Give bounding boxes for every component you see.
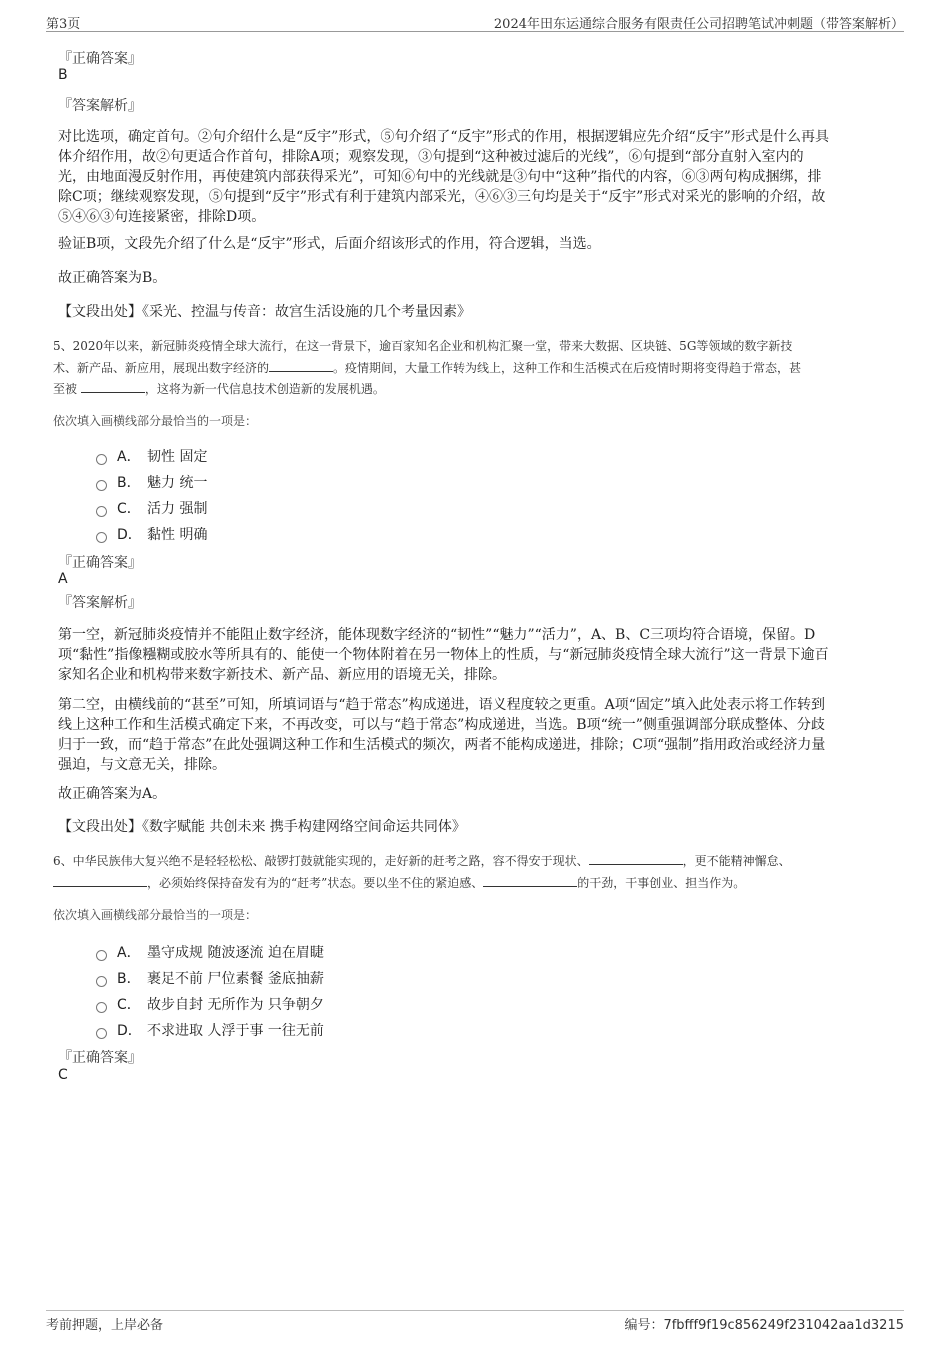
analysis-conclusion: 故正确答案为A。 — [58, 786, 167, 802]
document-code — [624, 1314, 904, 1333]
option-b[interactable]: B． 魅力 统一 — [96, 472, 207, 492]
analysis-conclusion: 故正确答案为B。 — [58, 270, 167, 286]
question-instruction: 依次填入画横线部分最恰当的一项是： — [53, 414, 258, 428]
fill-blank — [589, 852, 683, 865]
fill-blank — [269, 359, 333, 372]
analysis-label: 『答案解析』 — [58, 595, 142, 611]
radio-icon[interactable] — [96, 976, 107, 987]
analysis-line: 除C项；继续观察发现，⑤句提到“反宇”形式有利于建筑内部采光，④⑥③三句均是关于“反宇”形式对采光的影响的介绍，故 — [58, 189, 826, 205]
stem-line: ，必须始终保持奋发有为的“赶考”状态。要以坐不住的紧迫感、 的干劲，干事创业、担当作为。 — [53, 873, 893, 895]
analysis-paragraph — [58, 625, 890, 685]
analysis-line: 第一空，新冠肺炎疫情并不能阻止数字经济，能体现数字经济的“韧性”“魅力”“活力”，A、B、C三项均符合语境，保留。D — [58, 627, 816, 643]
radio-icon[interactable] — [96, 506, 107, 517]
document-code-value: 7fbfff9f19c856249f231042aa1d3215 — [663, 1318, 904, 1333]
option-c[interactable]: C． 活力 强制 — [96, 498, 207, 518]
correct-answer-label: 『正确答案』 — [58, 51, 142, 67]
correct-answer-label: 『正确答案』 — [58, 555, 142, 571]
analysis-line: 线上这种工作和生活模式确定下来，不再改变，可以与“趋于常态”构成递进，当选。B项“统一”侧重强调部分联成整体、分歧 — [58, 717, 825, 733]
analysis-line: 体介绍作用，故②句更适合作首句，排除A项；观察发现，③句提到“这种被过滤后的光线”，⑥句提到“部分直射入室内的 — [58, 149, 804, 165]
stem-line: 至被 ，这将为新一代信息技术创造新的发展机遇。 — [53, 382, 385, 396]
header-divider — [46, 31, 904, 32]
correct-answer-label: 『正确答案』 — [58, 1050, 142, 1066]
radio-icon[interactable] — [96, 950, 107, 961]
footer-slogan: 考前押题，上岸必备 — [46, 1318, 164, 1333]
option-d[interactable]: D． 黏性 明确 — [96, 524, 207, 544]
option-b[interactable]: B． 裹足不前 尸位素餐 釜底抽薪 — [96, 968, 324, 988]
fill-blank — [483, 874, 577, 887]
document-title: 2024年田东运通综合服务有限责任公司招聘笔试冲刺题（带答案解析） — [493, 17, 904, 32]
analysis-paragraph — [58, 695, 890, 775]
analysis-line: ⑤④⑥③句连接紧密，排除D项。 — [58, 209, 266, 225]
stem-line: 6、中华民族伟大复兴绝不是轻轻松松、敲锣打鼓就能实现的，走好新的赶考之路，容不得安于现状、 ，更不能精神懈怠、 — [53, 854, 791, 868]
analysis-line: 家知名企业和机构带来数字新技术、新产品、新应用的语境无关，排除。 — [58, 667, 506, 683]
document-code-label: 编号： — [624, 1318, 664, 1333]
correct-answer-value: A — [58, 571, 68, 587]
analysis-line: 强迫，与文意无关，排除。 — [58, 757, 226, 773]
analysis-paragraph — [58, 127, 890, 227]
option-a[interactable]: A． 墨守成规 随波逐流 迫在眉睫 — [96, 942, 324, 962]
option-c[interactable]: C． 故步自封 无所作为 只争朝夕 — [96, 994, 324, 1014]
radio-icon[interactable] — [96, 1002, 107, 1013]
option-a[interactable]: A． 韧性 固定 — [96, 446, 207, 466]
question-stem — [53, 851, 893, 894]
passage-source: 【文段出处】《采光、控温与传音：故宫生活设施的几个考量因素》 — [58, 304, 471, 320]
analysis-line: 归于一致，而“趋于常态”在此处强调这种工作和生活模式的频次，两者不能构成递进，排除；C项“强制”指用政治或经济力量 — [58, 737, 826, 753]
option-d[interactable]: D． 不求进取 人浮于事 一往无前 — [96, 1020, 324, 1040]
stem-line: 5、2020年以来，新冠肺炎疫情全球大流行，在这一背景下，逾百家知名企业和机构汇聚一堂，带来大数据、区块链、5G等领域的数字新技 — [53, 339, 793, 353]
passage-source: 【文段出处】《数字赋能 共创未来 携手构建网络空间命运共同体》 — [58, 819, 466, 835]
fill-blank — [81, 380, 145, 393]
question-instruction: 依次填入画横线部分最恰当的一项是： — [53, 908, 258, 922]
radio-icon[interactable] — [96, 480, 107, 491]
analysis-paragraph: 验证B项，文段先介绍了什么是“反宇”形式，后面介绍该形式的作用，符合逻辑，当选。 — [58, 236, 601, 252]
footer-divider — [46, 1310, 904, 1311]
analysis-line: 光，由地面漫反射作用，再使建筑内部获得采光”，可知⑥句中的光线就是③句中“这种”指代的内容，⑥③两句构成捆绑，排 — [58, 169, 822, 185]
page-number: 第3页 — [46, 17, 81, 32]
fill-blank — [53, 874, 147, 887]
analysis-line: 项“黏性”指像糨糊或胶水等所具有的、能使一个物体附着在另一物体上的性质，与“新冠肺炎疫情全球大流行”这一背景下逾百 — [58, 647, 829, 663]
correct-answer-value: B — [58, 67, 68, 83]
analysis-line: 对比选项，确定首句。②句介绍什么是“反宇”形式，⑤句介绍了“反宇”形式的作用，根据逻辑应先介绍“反宇”形式是什么再具 — [58, 129, 829, 145]
analysis-line: 第二空，由横线前的“甚至”可知，所填词语与“趋于常态”构成递进，语义程度较之更重。A项“固定”填入此处表示将工作转到 — [58, 697, 826, 713]
radio-icon[interactable] — [96, 532, 107, 543]
correct-answer-value: C — [58, 1067, 68, 1083]
question-stem — [53, 336, 893, 401]
radio-icon[interactable] — [96, 1028, 107, 1039]
radio-icon[interactable] — [96, 454, 107, 465]
analysis-label: 『答案解析』 — [58, 98, 142, 114]
stem-line: 术、新产品、新应用，展现出数字经济的 。疫情期间，大量工作转为线上，这种工作和生活模式在后疫情时期将变得趋于常态，甚 — [53, 360, 802, 375]
